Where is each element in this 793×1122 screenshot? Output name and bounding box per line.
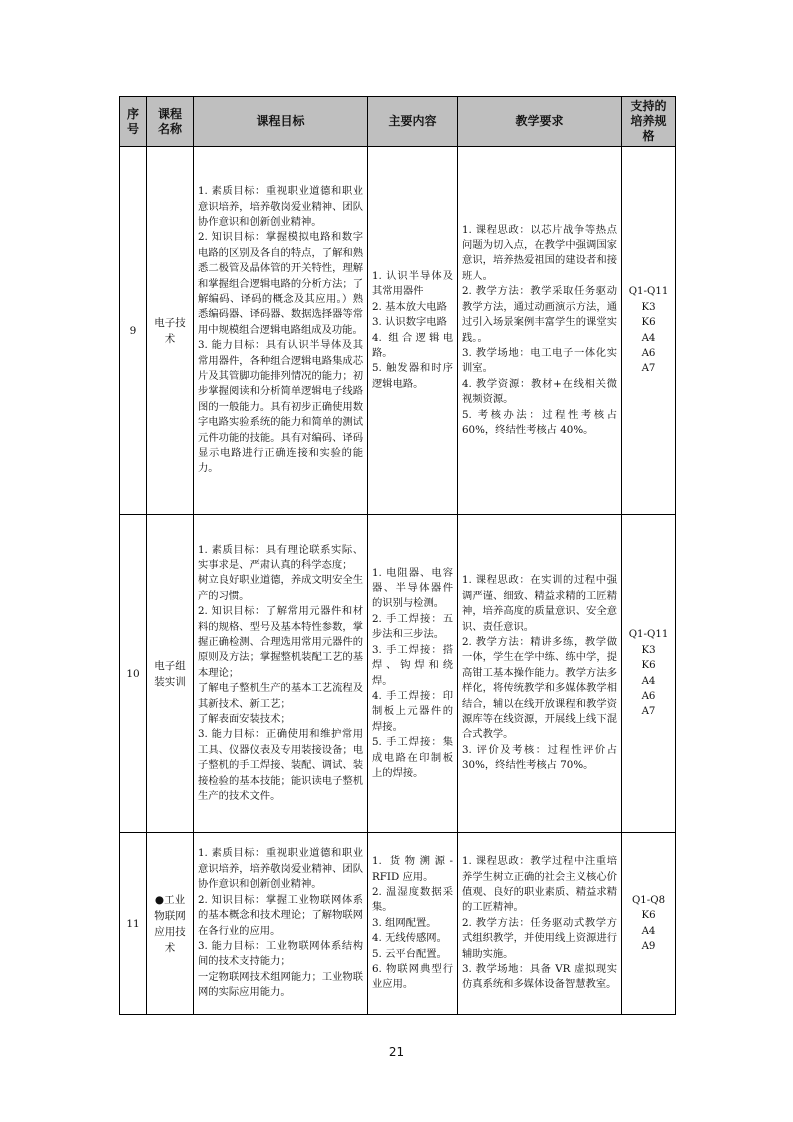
row-number: 11 bbox=[120, 833, 147, 1015]
page-number: 21 bbox=[388, 1045, 405, 1059]
course-goal-line: 3. 能力目标：正确使用和维护常用工具、仪器仪表及专用装接设备；电子整机的手工焊接、装配、调试、装接检验的基本技能；能识读电子整机生产的技术文件。 bbox=[198, 728, 363, 803]
main-content-line: 5. 手工焊接：集成电路在印制板上的焊接。 bbox=[372, 736, 453, 779]
supported-spec-item: Q1-Q11 bbox=[628, 629, 669, 641]
main-content-line: 1. 认识半导体及其常用器件 bbox=[372, 269, 453, 298]
supported-specs-cell bbox=[622, 515, 676, 833]
teaching-requirements-cell bbox=[458, 833, 622, 1015]
course-name: 电子组装实训 bbox=[147, 515, 194, 833]
main-content-line: 5. 云平台配置。 bbox=[372, 947, 447, 960]
teaching-requirement-line: 4. 教学资源：教材+在线相关微视频资源。 bbox=[462, 377, 617, 406]
main-content-line: 6. 物联网典型行业应用。 bbox=[372, 963, 453, 991]
supported-spec-item: K6 bbox=[641, 660, 656, 672]
row-number: 9 bbox=[120, 147, 147, 515]
course-goal-line: 2. 知识目标：了解常用元器件和材料的规格、型号及基本特性参数，掌握正确检测、合理选用常用元器件的原则及方法；掌握整机装配工艺的基本理论； bbox=[198, 605, 363, 679]
course-table-container bbox=[119, 96, 675, 1015]
teaching-requirement-line: 3. 教学场地：电工电子一体化实训室。 bbox=[462, 346, 617, 375]
teaching-requirement-line: 2. 教学方法：精讲多练，教学做一体，学生在学中练、练中学，提高钳工基本操作能力。教学方法多样化，将传统教学和多媒体教学相结合，辅以在线开放课程和教学资源库等在线资源，开展线上线下混合式教学。 bbox=[462, 635, 617, 741]
supported-spec-item: A9 bbox=[641, 940, 656, 952]
course-goal-line: 树立良好职业道德，养成文明安全生产的习惯。 bbox=[198, 574, 363, 602]
main-content-cell bbox=[368, 147, 458, 515]
course-goal-line: 2. 知识目标：掌握模拟电路和数字电路的区别及各自的特点，了解和熟悉二极管及晶体管的开关特性，理解和掌握组合逻辑电路的分析方法；了解编码、译码的概念及其应用。）熟悉编码器、译码器、数据选择器等常用中规模组合逻辑电路组成及功能。 bbox=[198, 231, 363, 336]
main-content-line: 4. 手工焊接：印制板上元器件的焊接。 bbox=[372, 689, 453, 733]
course-goal-line: 了解电子整机生产的基本工艺流程及其新技术、新工艺； bbox=[198, 682, 363, 710]
supported-spec-item: A7 bbox=[641, 363, 656, 375]
main-content-line: 1. 电阻器、电容器、半导体器件的识别与检测。 bbox=[372, 566, 453, 610]
supported-spec-item: K6 bbox=[641, 317, 656, 329]
course-goal-line: 3. 能力目标：工业物联网体系结构间的技术支持能力； bbox=[198, 939, 363, 968]
course-goal-cell bbox=[194, 515, 368, 833]
supported-spec-item: A6 bbox=[641, 690, 656, 702]
main-content-line: 2. 基本放大电路 bbox=[372, 300, 447, 313]
header-course-goal: 课程目标 bbox=[194, 97, 368, 147]
main-content-line: 2. 手工焊接：五步法和三步法。 bbox=[372, 612, 453, 641]
main-content-line: 4. 组合逻辑电路。 bbox=[372, 331, 453, 359]
course-goal-line: 2. 知识目标：掌握工业物联网体系的基本概念和技术理论；了解物联网在各行业的应用。 bbox=[198, 893, 363, 937]
teaching-requirements-cell bbox=[458, 147, 622, 515]
header-teaching-requirements: 教学要求 bbox=[458, 97, 622, 147]
supported-specs-cell bbox=[622, 147, 676, 515]
table-header-row bbox=[120, 97, 676, 147]
supported-spec-item: A7 bbox=[641, 706, 656, 718]
main-content-line: 2. 温湿度数据采集。 bbox=[372, 885, 453, 914]
main-content-line: 1. 货物溯源-RFID 应用。 bbox=[372, 855, 453, 883]
supported-spec-item: Q1-Q8 bbox=[631, 894, 666, 906]
main-content-cell bbox=[368, 515, 458, 833]
row-number: 10 bbox=[120, 515, 147, 833]
main-content-line: 3. 认识数字电路 bbox=[372, 316, 447, 329]
main-content-line: 3. 组网配置。 bbox=[372, 916, 437, 929]
main-content-line: 4. 无线传感网。 bbox=[372, 932, 447, 945]
supported-spec-item: A4 bbox=[641, 675, 656, 687]
course-table bbox=[119, 96, 676, 1015]
course-goal-line: 了解表面安装技术； bbox=[198, 713, 291, 726]
teaching-requirement-line: 1. 课程思政：教学过程中注重培养学生树立正确的社会主义核心价值观、良好的职业素质、精益求精的工匠精神。 bbox=[462, 855, 617, 914]
teaching-requirement-line: 1. 课程思政：在实训的过程中强调严谨、细致、精益求精的工匠精神，培养高度的质量意识、安全意识、责任意识。 bbox=[462, 574, 617, 633]
supported-specs-cell bbox=[622, 833, 676, 1015]
supported-spec-item: A4 bbox=[641, 925, 656, 937]
header-course-name: 课程名称 bbox=[147, 97, 194, 147]
teaching-requirement-line: 5. 考核办法：过程性考核占60%，终结性考核占 40%。 bbox=[462, 408, 617, 436]
table-row bbox=[120, 833, 676, 1015]
course-goal-line: 3. 能力目标：具有认识半导体及其常用器件，各种组合逻辑电路集成芯片及其管脚功能排列情况的能力；初步掌握阅读和分析简单逻辑电子线路图的一般能力。具有初步正确使用数字电路实验系统的能力和简单的测试元件功能的技能。具有对编码、译码显示电路进行正确连接和实验的能力。 bbox=[198, 339, 363, 475]
supported-spec-item: A6 bbox=[641, 347, 656, 359]
teaching-requirements-cell bbox=[458, 515, 622, 833]
course-name: ●工业物联网应用技术 bbox=[147, 833, 194, 1015]
main-content-line: 5. 触发器和时序逻辑电路。 bbox=[372, 362, 453, 390]
table-row bbox=[120, 515, 676, 833]
course-goal-cell bbox=[194, 833, 368, 1015]
teaching-requirement-line: 3. 教学场地：具备 VR 虚拟现实仿真系统和多媒体设备智慧教室。 bbox=[462, 963, 617, 991]
teaching-requirement-line: 3. 评价及考核：过程性评价占 30%，终结性考核占 70%。 bbox=[462, 743, 621, 772]
supported-spec-item: K6 bbox=[641, 910, 656, 922]
table-row bbox=[120, 147, 676, 515]
teaching-requirement-line: 2. 教学方法：任务驱动式教学方式组织教学，并使用线上资源进行辅助实施。 bbox=[462, 916, 617, 960]
supported-spec-item: K3 bbox=[641, 301, 656, 313]
main-content-line: 3. 手工焊接：搭焊、钩焊和绕焊。 bbox=[372, 643, 453, 687]
course-goal-line: 1. 素质目标：具有理论联系实际、实事求是、严肃认真的科学态度； bbox=[198, 543, 363, 571]
course-goal-line: 1. 素质目标：重视职业道德和职业意识培养，培养敬岗爱业精神、团队协作意识和创新创业精神。 bbox=[198, 185, 363, 228]
header-main-content: 主要内容 bbox=[368, 97, 458, 147]
header-supported-specs: 支持的培养规格 bbox=[622, 97, 676, 147]
supported-spec-item: K3 bbox=[641, 644, 656, 656]
teaching-requirement-line: 2. 教学方法：教学采取任务驱动教学方法，通过动画演示方法，通过引入场景案例丰富学生的课堂实践。。 bbox=[462, 285, 617, 344]
supported-spec-item: Q1-Q11 bbox=[628, 286, 669, 298]
main-content-cell bbox=[368, 833, 458, 1015]
course-name: 电子技术 bbox=[147, 147, 194, 515]
course-goal-cell bbox=[194, 147, 368, 515]
supported-spec-item: A4 bbox=[641, 332, 656, 344]
teaching-requirement-line: 1. 课程思政：以芯片战争等热点问题为切入点，在教学中强调国家意识，培养热爱祖国的建设者和接班人。 bbox=[462, 223, 617, 282]
course-goal-line: 一定物联网技术组网能力；工业物联网的实际应用能力。 bbox=[198, 970, 363, 999]
header-no: 序号 bbox=[120, 97, 147, 147]
course-goal-line: 1. 素质目标：重视职业道德和职业意识培养，培养敬岗爱业精神、团队协作意识和创新创业精神。 bbox=[198, 847, 363, 891]
